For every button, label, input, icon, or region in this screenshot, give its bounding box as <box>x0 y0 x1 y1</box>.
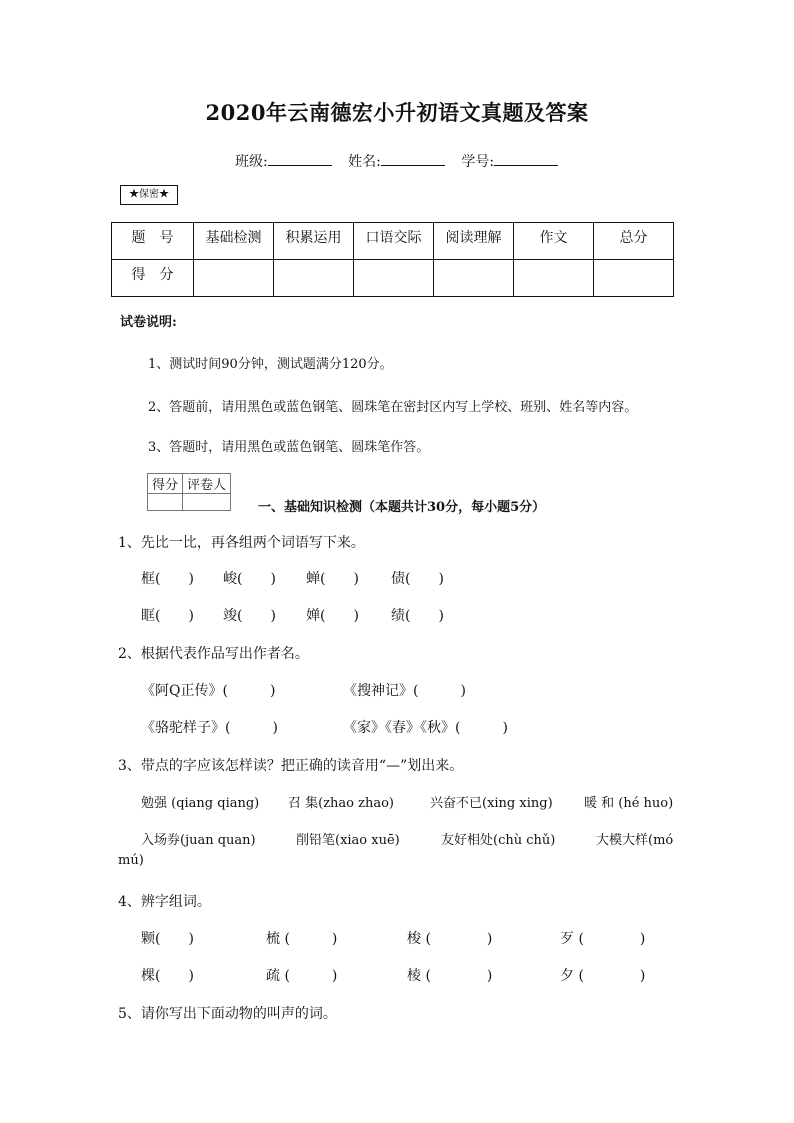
question-prompt: 3、带点的字应该怎样读？把正确的读音用“—”划出来。 <box>118 758 464 774</box>
answer-item: 《家》《春》《秋》( ) <box>343 720 508 736</box>
question-prompt: 4、辨字组词。 <box>118 894 211 910</box>
answer-item: 《骆驼样子》( ) <box>141 720 278 736</box>
section-heading: 一、基础知识检测（本题共计30分，每小题5分） <box>258 500 546 515</box>
grader-box <box>147 473 231 511</box>
answer-item: 婵( ) <box>306 608 359 624</box>
instruction-item: 3、答题时，请用黑色或蓝色钢笔、圆珠笔作答。 <box>148 440 430 455</box>
answer-item: 勉强 (qiang qiang) <box>141 796 260 811</box>
score-header-cell: 题 号 <box>112 223 194 260</box>
score-header-cell: 阅读理解 <box>434 223 514 260</box>
answer-item: 棱 ( ) <box>407 968 493 984</box>
student-info <box>235 151 570 171</box>
name-blank <box>381 153 445 166</box>
class-blank <box>268 153 332 166</box>
score-header-cell: 口语交际 <box>354 223 434 260</box>
score-table-header-row <box>112 223 674 260</box>
score-header-cell: 积累运用 <box>274 223 354 260</box>
instructions-heading: 试卷说明: <box>120 315 177 330</box>
answer-item: 颗( ) <box>141 931 194 947</box>
answer-item: 峻( ) <box>223 571 276 587</box>
answer-item: 兴奋不已(xing xing) <box>430 796 553 811</box>
answer-item: 蝉( ) <box>306 571 359 587</box>
question-prompt: 2、根据代表作品写出作者名。 <box>118 646 309 662</box>
answer-item: 削铅笔(xiao xuē) <box>296 833 400 848</box>
grader-score-label: 得分 <box>148 474 183 494</box>
score-cell[interactable] <box>194 260 274 297</box>
id-label: 学号: <box>461 154 495 170</box>
score-table-score-row <box>112 260 674 297</box>
answer-item-wrap: mú) <box>118 853 144 868</box>
answer-item: 《阿Q正传》( ) <box>141 683 276 699</box>
score-cell[interactable] <box>274 260 354 297</box>
score-header-cell: 作文 <box>514 223 594 260</box>
score-row-label: 得 分 <box>112 260 194 297</box>
score-cell[interactable] <box>594 260 674 297</box>
answer-item: 友好相处(chù chǔ) <box>441 833 556 848</box>
answer-item: 竣( ) <box>223 608 276 624</box>
answer-item: 梭 ( ) <box>407 931 493 947</box>
instruction-item: 1、测试时间90分钟，测试题满分120分。 <box>148 357 393 372</box>
question-prompt: 1、先比一比，再各组两个词语写下来。 <box>118 535 365 551</box>
question-prompt: 5、请你写出下面动物的叫声的词。 <box>118 1006 337 1022</box>
grader-name-label: 评卷人 <box>183 474 231 494</box>
answer-item: 暖 和 (hé huo) <box>584 796 674 811</box>
class-label: 班级: <box>235 154 268 170</box>
answer-item: 梳 ( ) <box>266 931 338 947</box>
answer-item: 夕 ( ) <box>560 968 646 984</box>
answer-item: 债( ) <box>391 571 444 587</box>
answer-item: 绩( ) <box>391 608 444 624</box>
score-header-cell: 总分 <box>594 223 674 260</box>
name-label: 姓名: <box>348 154 381 170</box>
secret-badge: ★保密★ <box>120 185 178 205</box>
score-cell[interactable] <box>354 260 434 297</box>
answer-item: 棵( ) <box>141 968 194 984</box>
answer-item: 歹 ( ) <box>560 931 646 947</box>
answer-item: 《搜神记》( ) <box>343 683 466 699</box>
score-header-cell: 基础检测 <box>194 223 274 260</box>
score-table <box>111 222 674 297</box>
answer-item: 入场券(juan quan) <box>141 833 256 848</box>
score-cell[interactable] <box>514 260 594 297</box>
page-title: 2020年云南德宏小升初语文真题及答案 <box>205 100 589 125</box>
answer-item: 疏 ( ) <box>266 968 338 984</box>
instruction-item: 2、答题前，请用黑色或蓝色钢笔、圆珠笔在密封区内写上学校、班别、姓名等内容。 <box>148 400 638 415</box>
answer-item: 眶( ) <box>141 608 194 624</box>
id-blank <box>494 153 558 166</box>
answer-item: 框( ) <box>141 571 194 587</box>
answer-item: 大模大样(mó <box>596 833 674 848</box>
grader-score-cell[interactable] <box>148 494 183 511</box>
score-cell[interactable] <box>434 260 514 297</box>
answer-item: 召 集(zhao zhao) <box>288 796 395 811</box>
grader-name-cell[interactable] <box>183 494 231 511</box>
